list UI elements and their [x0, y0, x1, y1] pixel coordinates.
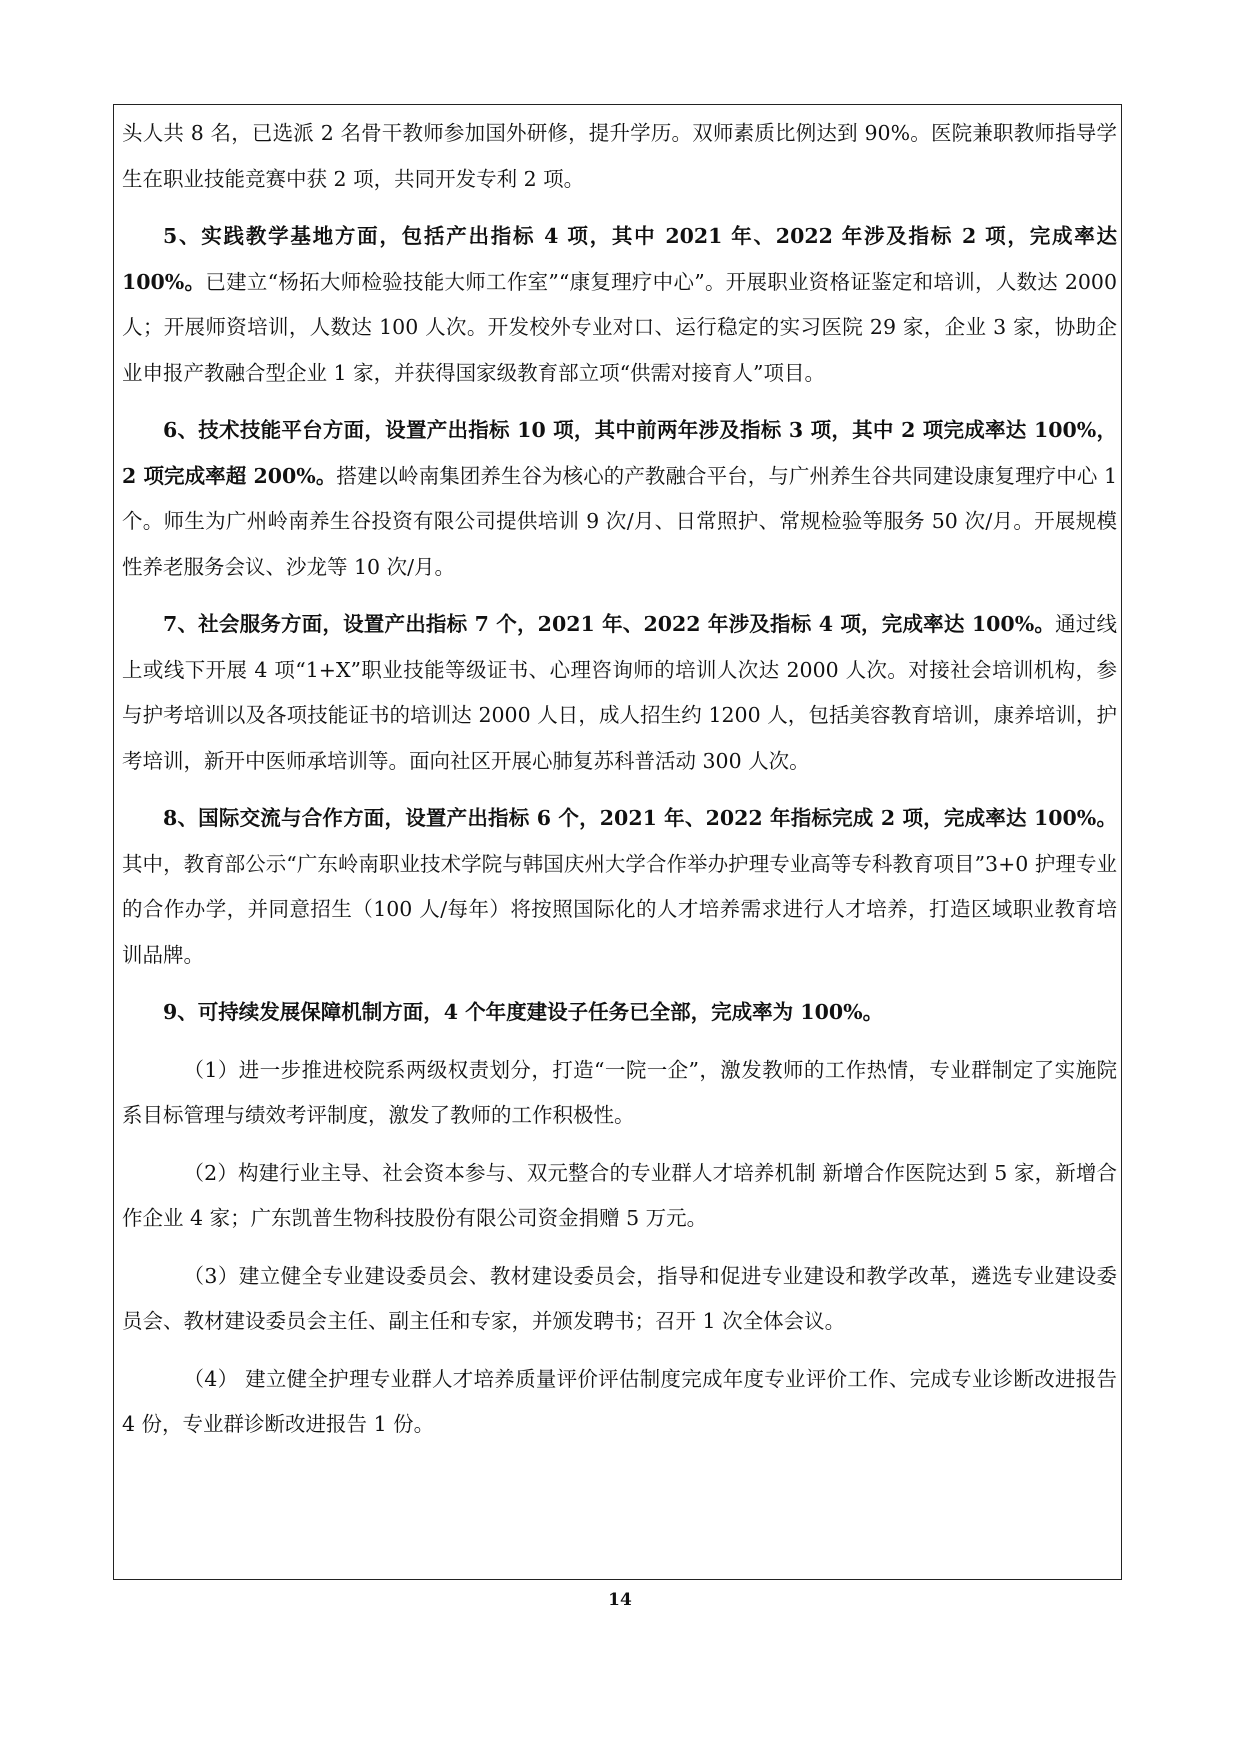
list-item-2	[122, 1151, 1117, 1242]
list-item-1	[122, 1048, 1117, 1139]
paragraph-international	[122, 796, 1117, 978]
paragraph-sustainability	[122, 990, 1117, 1036]
paragraph-heading: 9、可持续发展保障机制方面，4 个年度建设子任务已全部，完成率为 100%。	[163, 1000, 884, 1024]
list-item-3	[122, 1254, 1117, 1345]
paragraph-text: 已建立“杨拓大师检验技能大师工作室”“康复理疗中心”。开展职业资格证鉴定和培训，人数达 2000 人；开展师资培训，人数达 100 人次。开发校外专业对口、运行稳定的实习医院 29 家，企业 3 家，协助企业申报产教融合型企业 1 家，并获得国家级教育部立项“供需对接育人”项目。	[122, 269, 1117, 385]
document-body	[122, 111, 1117, 1460]
paragraph-heading: 5、实践教学基地方面，包括产出指标 4 项，其中 2021 年、2022 年涉及指标 2 项，完成率达 100%。	[122, 224, 1117, 294]
paragraph-text: （2）构建行业主导、社会资本参与、双元整合的专业群人才培养机制 新增合作医院达到 5 家，新增合作企业 4 家；广东凯普生物科技股份有限公司资金捐赠 5 万元。	[122, 1160, 1117, 1230]
paragraph-text: 头人共 8 名，已选派 2 名骨干教师参加国外研修，提升学历。双师素质比例达到 90%。医院兼职教师指导学生在职业技能竞赛中获 2 项，共同开发专利 2 项。	[122, 121, 1117, 191]
paragraph-heading: 8、国际交流与合作方面，设置产出指标 6 个，2021 年、2022 年指标完成 2 项，完成率达 100%。	[163, 806, 1117, 830]
paragraph-text: 其中，教育部公示“广东岭南职业技术学院与韩国庆州大学合作举办护理专业高等专科教育项目”3+0 护理专业的合作办学，并同意招生（100 人/每年）将按照国际化的人才培养需求进行人才培养，打造区域职业教育培训品牌。	[122, 851, 1117, 967]
paragraph-heading: 6、技术技能平台方面，设置产出指标 10 项，其中前两年涉及指标 3 项，其中 2 项完成率达 100%，2 项完成率超 200%。	[122, 418, 1117, 488]
paragraph-text: 通过线上或线下开展 4 项“1+X”职业技能等级证书、心理咨询师的培训人次达 2000 人次。对接社会培训机构，参与护考培训以及各项技能证书的培训达 2000 人日，成人招生约 1200 人，包括美容教育培训，康养培训，护考培训，新开中医师承培训等。面向社区开展心肺复苏科普活动 300 人次。	[122, 612, 1118, 773]
paragraph-text: （1）进一步推进校院系两级权责划分，打造“一院一企”，激发教师的工作热情，专业群制定了实施院系目标管理与绩效考评制度，激发了教师的工作积极性。	[122, 1057, 1117, 1127]
paragraph-tech-platform	[122, 408, 1117, 590]
page-number: 14	[608, 1590, 632, 1610]
list-item-4	[122, 1357, 1117, 1448]
paragraph-text: （4） 建立健全护理专业群人才培养质量评价评估制度完成年度专业评价工作、完成专业诊断改进报告 4 份，专业群诊断改进报告 1 份。	[122, 1366, 1117, 1436]
paragraph-practice-base	[122, 214, 1117, 396]
paragraph-text: （3）建立健全专业建设委员会、教材建设委员会，指导和促进专业建设和教学改革，遴选专业建设委员会、教材建设委员会主任、副主任和专家，并颁发聘书；召开 1 次全体会议。	[122, 1263, 1117, 1333]
paragraph-continued	[122, 111, 1117, 202]
paragraph-social-service	[122, 602, 1117, 784]
paragraph-text: 搭建以岭南集团养生谷为核心的产教融合平台，与广州养生谷共同建设康复理疗中心 1 个。师生为广州岭南养生谷投资有限公司提供培训 9 次/月、日常照护、常规检验等服务 50 次/月。开展规模性养老服务会议、沙龙等 10 次/月。	[122, 463, 1118, 579]
paragraph-heading: 7、社会服务方面，设置产出指标 7 个，2021 年、2022 年涉及指标 4 项，完成率达 100%。	[163, 612, 1056, 636]
